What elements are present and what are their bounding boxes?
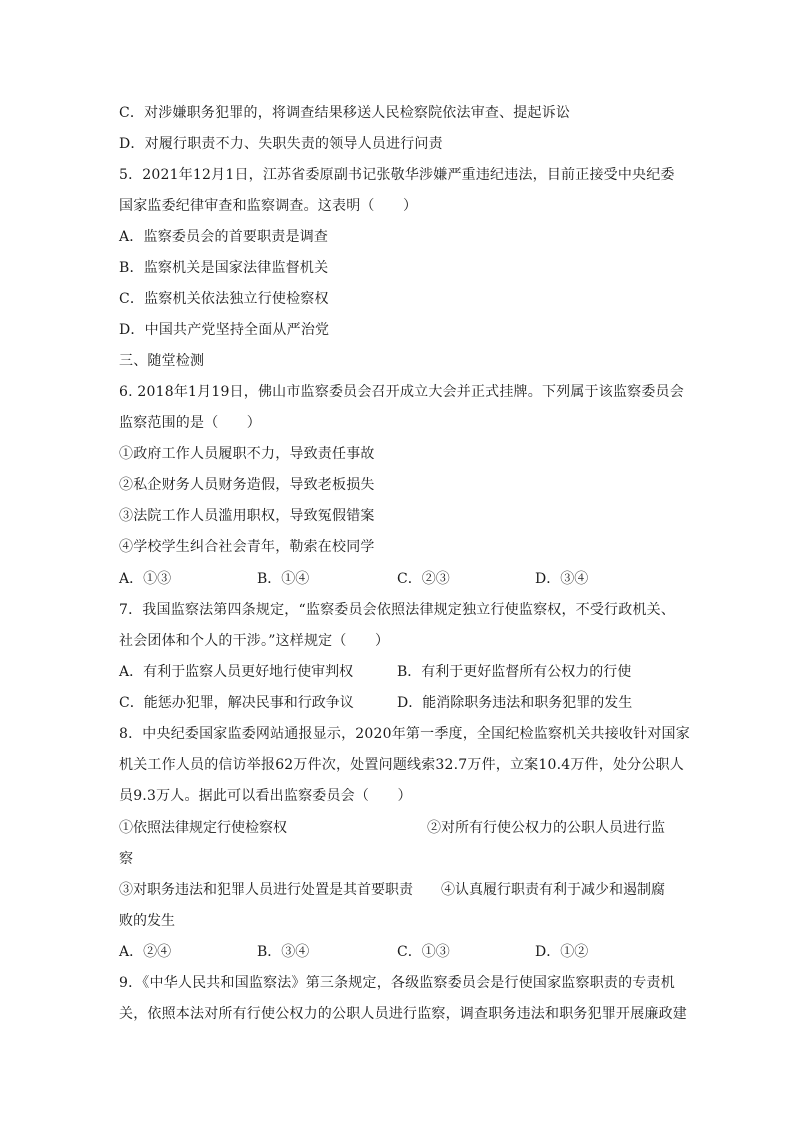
q7-stem-line2: 社会团体和个人的干涉。”这样规定（ ） [119,633,390,649]
q5-stem-line1: 5．2021年12月1日，江苏省委原副书记张敬华涉嫌严重违纪违法，目前正接受中央纪委 [119,167,675,183]
q5-option-c: C．监察机关依法独立行使检察权 [119,291,329,307]
q8-item-1: ①依照法律规定行使检察权 [119,820,287,836]
q9-stem-line1: 9．《中华人民共和国监察法》第三条规定，各级监察委员会是行使国家监察职责的专责机 [119,975,675,991]
q8-option-c: C．①③ [397,944,450,960]
q6-stem-line1: 6. 2018年1月19日，佛山市监察委员会召开成立大会并正式挂牌。下列属于该监察委员会 [119,384,684,400]
q7-stem-line1: 7．我国监察法第四条规定，“监察委员会依照法律规定独立行使监察权，不受行政机关、 [119,602,676,618]
q8-item-2: ②对所有行使公权力的公职人员进行监 [427,820,665,836]
q8-stem-line1: 8．中央纪委国家监委网站通报显示，2020年第一季度，全国纪检监察机关共接收针对国家 [119,726,690,742]
q5-option-d: D．中国共产党坚持全面从严治党 [119,322,330,338]
q6-item-2: ②私企财务人员财务造假，导致老板损失 [119,477,375,493]
q8-stem-line3: 员9.3万人。据此可以看出监察委员会（ ） [119,788,412,804]
q6-option-b: B．①④ [257,571,310,587]
q5-option-b: B．监察机关是国家法律监督机关 [119,260,329,276]
q8-item-4: ④认真履行职责有利于减少和遏制腐 [441,882,665,898]
q7-option-d: D．能消除职务违法和职务犯罪的发生 [397,695,633,711]
q8-item-4-cont: 败的发生 [119,913,175,929]
q5-option-a: A．监察委员会的首要职责是调查 [119,229,329,245]
q8-option-d: D．①② [535,944,589,960]
q8-option-a: A．②④ [119,944,172,960]
q8-item-2-cont: 察 [119,851,133,867]
q7-option-a: A．有利于监察人员更好地行使审判权 [119,664,354,680]
q7-option-c: C．能惩办犯罪，解决民事和行政争议 [119,695,354,711]
q6-item-1: ①政府工作人员履职不力，导致责任事故 [119,446,375,462]
q6-stem-line2: 监察范围的是（ ） [119,415,261,431]
q5-stem-line2: 国家监委纪律审查和监察调查。这表明（ ） [119,198,418,214]
q8-item-3: ③对职务违法和犯罪人员进行处置是其首要职责 [119,882,413,898]
q6-option-d: D．③④ [535,571,589,587]
section-heading: 三、随堂检测 [119,353,205,369]
q9-stem-line2: 关，依照本法对所有行使公权力的公职人员进行监察，调查职务违法和职务犯罪开展廉政建 [119,1006,687,1022]
q4-option-d: D．对履行职责不力、失职失责的领导人员进行问责 [119,136,443,152]
q4-option-c: C．对涉嫌职务犯罪的，将调查结果移送人民检察院依法审查、提起诉讼 [119,105,571,121]
q6-item-4: ④学校学生纠合社会青年，勒索在校同学 [119,539,375,555]
q6-option-c: C．②③ [397,571,450,587]
q8-option-b: B．③④ [257,944,310,960]
q7-option-b: B．有利于更好监督所有公权力的行使 [397,664,632,680]
q8-stem-line2: 机关工作人员的信访举报62万件次，处置问题线索32.7万件，立案10.4万件，处分公职人 [119,757,684,773]
q6-option-a: A．①③ [119,571,172,587]
q6-item-3: ③法院工作人员滥用职权，导致冤假错案 [119,508,375,524]
